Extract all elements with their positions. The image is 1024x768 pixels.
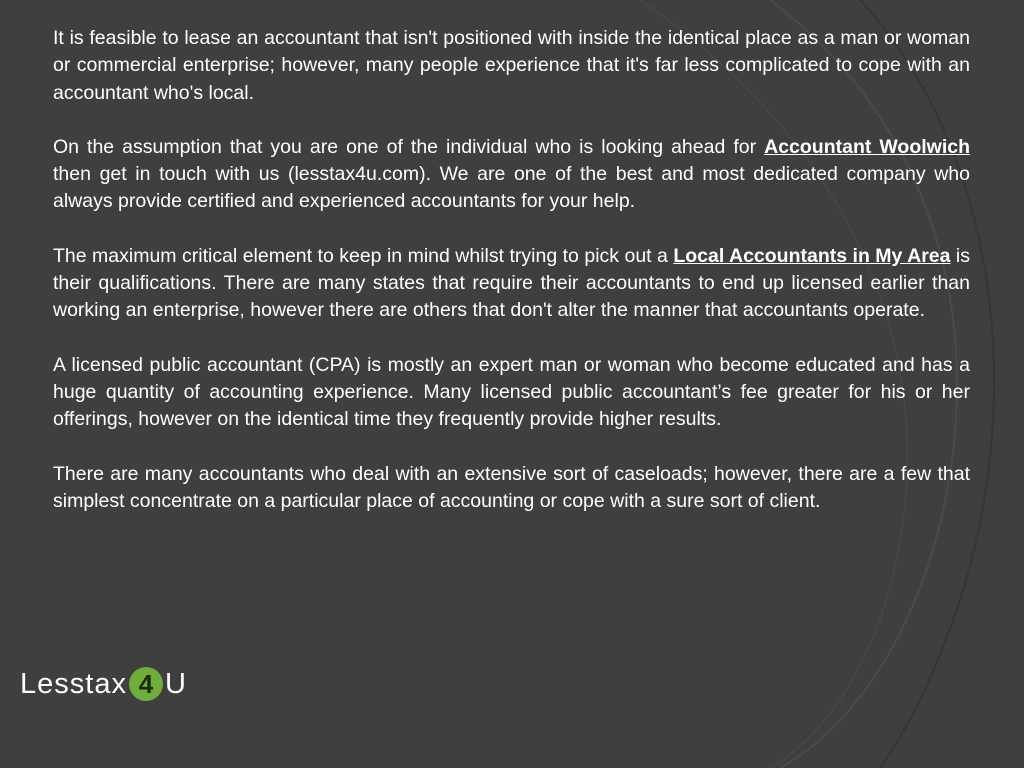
local-accountants-link[interactable]: Local Accountants in My Area bbox=[673, 244, 951, 267]
paragraph-text: is their qualifications. There are many states that require their accountants to end up licensed earlier than working an enterprise, however there are others that don't alter the manner that accountants operate. bbox=[53, 244, 971, 322]
paragraph-text: It is feasible to lease an accountant that isn't positioned with inside the identical place as a man or woman or commercial enterprise; however, many people experience that it's far less complicated to cope with an accountant who's local. bbox=[53, 27, 970, 104]
logo-number-badge: 4 bbox=[129, 667, 163, 701]
paragraph-5 bbox=[53, 461, 970, 516]
logo-prefix: Lesstax bbox=[20, 667, 127, 700]
paragraph-2 bbox=[53, 134, 970, 216]
paragraph-4 bbox=[53, 352, 970, 434]
logo-suffix: U bbox=[164, 667, 187, 700]
main-text bbox=[53, 25, 970, 542]
lesstax4u-logo bbox=[20, 664, 187, 704]
accountant-woolwich-link[interactable]: Accountant Woolwich bbox=[764, 135, 970, 158]
paragraph-3 bbox=[53, 243, 970, 325]
paragraph-text: then get in touch with us (lesstax4u.com). We are one of the best and most dedicated company who always provide certified and experienced accountants for your help. bbox=[53, 163, 970, 213]
paragraph-text: The maximum critical element to keep in mind whilst trying to pick out a bbox=[53, 244, 674, 267]
paragraph-text: A licensed public accountant (CPA) is mostly an expert man or woman who become educated and has a huge quantity of accounting experience. Many licensed public accountant’s fee greater for his or her offerings, however on the identical time they frequently provide higher results. bbox=[53, 353, 970, 431]
paragraph-text: There are many accountants who deal with an extensive sort of caseloads; however, there are a few that simplest concentrate on a particular place of accounting or cope with a sure sort of client. bbox=[53, 462, 970, 512]
paragraph-1 bbox=[53, 25, 970, 107]
paragraph-text: On the assumption that you are one of the individual who is looking ahead for bbox=[53, 135, 765, 158]
